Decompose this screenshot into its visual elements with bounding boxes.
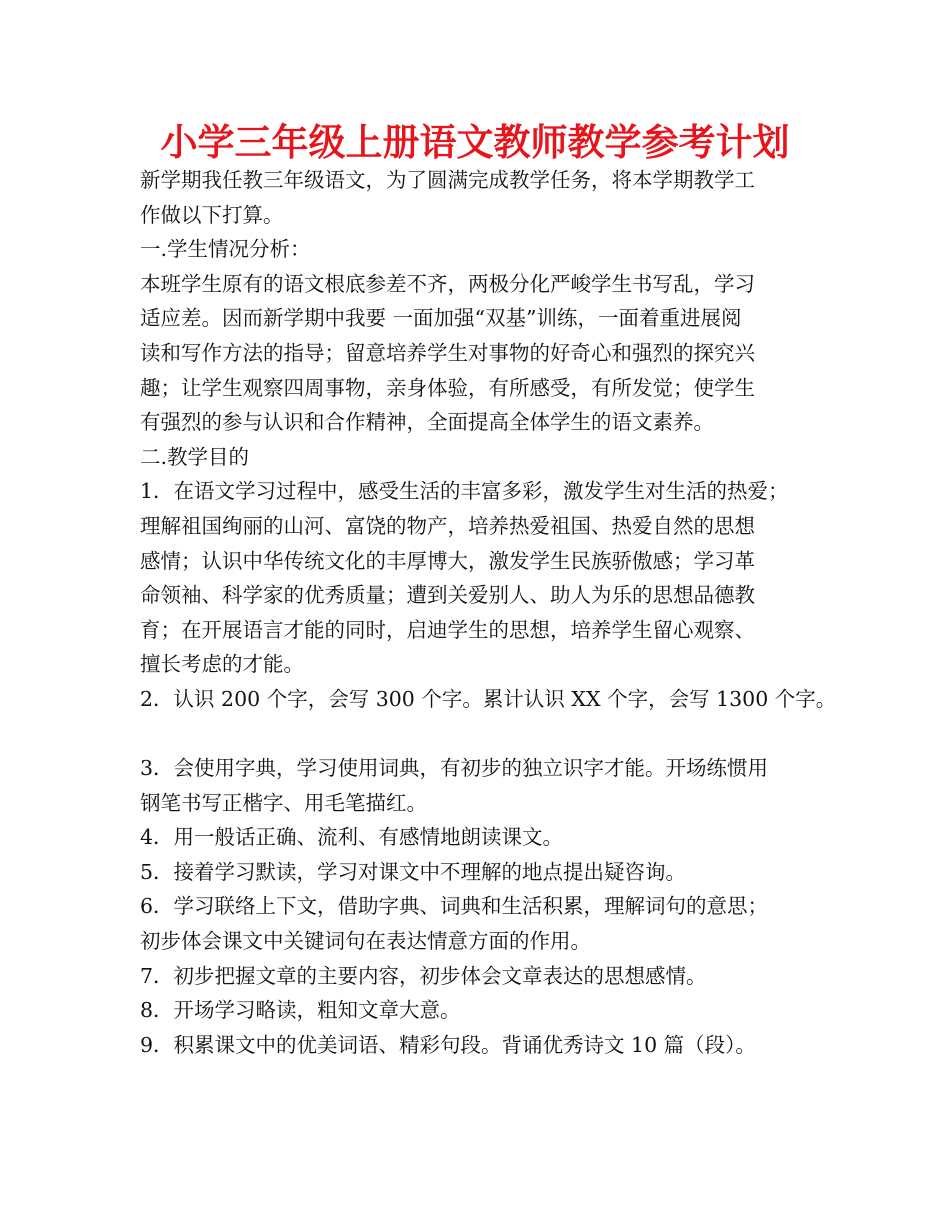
text-block-after-gap — [140, 751, 830, 1062]
text-line: 命领袖、科学家的优秀质量；遭到关爱别人、助人为乐的思想品德教 — [140, 583, 755, 608]
document-body — [140, 163, 837, 1062]
text-line: 9．积累课文中的优美词语、精彩句段。背诵优秀诗文 10 篇（段）。 — [140, 1032, 756, 1057]
text-line: 4．用一般话正确、流利、有感情地朗读课文。 — [140, 825, 564, 850]
section-heading-teaching-goals: 二.教学目的 — [140, 444, 250, 469]
text-line: 初步体会课文中关键词句在表达情意方面的作用。 — [140, 929, 591, 954]
text-line: 育；在开展语言才能的同时，启迪学生的思想，培养学生留心观察、 — [140, 617, 755, 642]
text-block-before-gap — [140, 163, 837, 717]
text-line: 8．开场学习略读，粗知文章大意。 — [140, 998, 461, 1023]
text-line: 趣；让学生观察四周事物，亲身体验，有所感受，有所发觉；使学生 — [140, 375, 755, 400]
text-line: 7．初步把握文章的主要内容，初步体会文章表达的思想感情。 — [140, 963, 707, 988]
text-line: 适应差。因而新学期中我要 一面加强“双基”训练，一面着重进展阅 — [140, 306, 742, 331]
text-line: 感情；认识中华传统文化的丰厚博大，激发学生民族骄傲感；学习革 — [140, 548, 755, 573]
text-line: 钢笔书写正楷字、用毛笔描红。 — [140, 790, 427, 815]
paragraph-gap — [140, 717, 830, 752]
text-line: 1．在语文学习过程中，感受生活的丰富多彩，激发学生对生活的热爱； — [140, 479, 789, 504]
section-heading-student-analysis: 一.学生情况分析： — [140, 237, 311, 262]
text-line: 6．学习联络上下文，借助字典、词典和生活积累，理解词句的意思； — [140, 894, 769, 919]
text-line: 理解祖国绚丽的山河、富饶的物产，培养热爱祖国、热爱自然的思想 — [140, 513, 755, 538]
document-title: 小学三年级上册语文教师教学参考计划 — [160, 121, 790, 164]
text-line: 本班学生原有的语文根底参差不齐，两极分化严峻学生书写乱，学习 — [140, 271, 755, 296]
text-line: 读和写作方法的指导；留意培养学生对事物的好奇心和强烈的探究兴 — [140, 340, 755, 365]
text-line: 5．接着学习默读，学习对课文中不理解的地点提出疑咨询。 — [140, 859, 687, 884]
text-line: 2．认识 200 个字，会写 300 个字。累计认识 XX 个字，会写 1300 个字。 — [140, 686, 837, 711]
text-line: 作做以下打算。 — [140, 202, 284, 227]
text-line: 新学期我任教三年级语文，为了圆满完成教学任务，将本学期教学工 — [140, 168, 755, 192]
text-line: 有强烈的参与认识和合作精神，全面提高全体学生的语文素养。 — [140, 410, 714, 435]
text-line: 擅长考虑的才能。 — [140, 652, 304, 677]
text-line: 3．会使用字典，学习使用词典，有初步的独立识字才能。开场练惯用 — [140, 756, 769, 781]
